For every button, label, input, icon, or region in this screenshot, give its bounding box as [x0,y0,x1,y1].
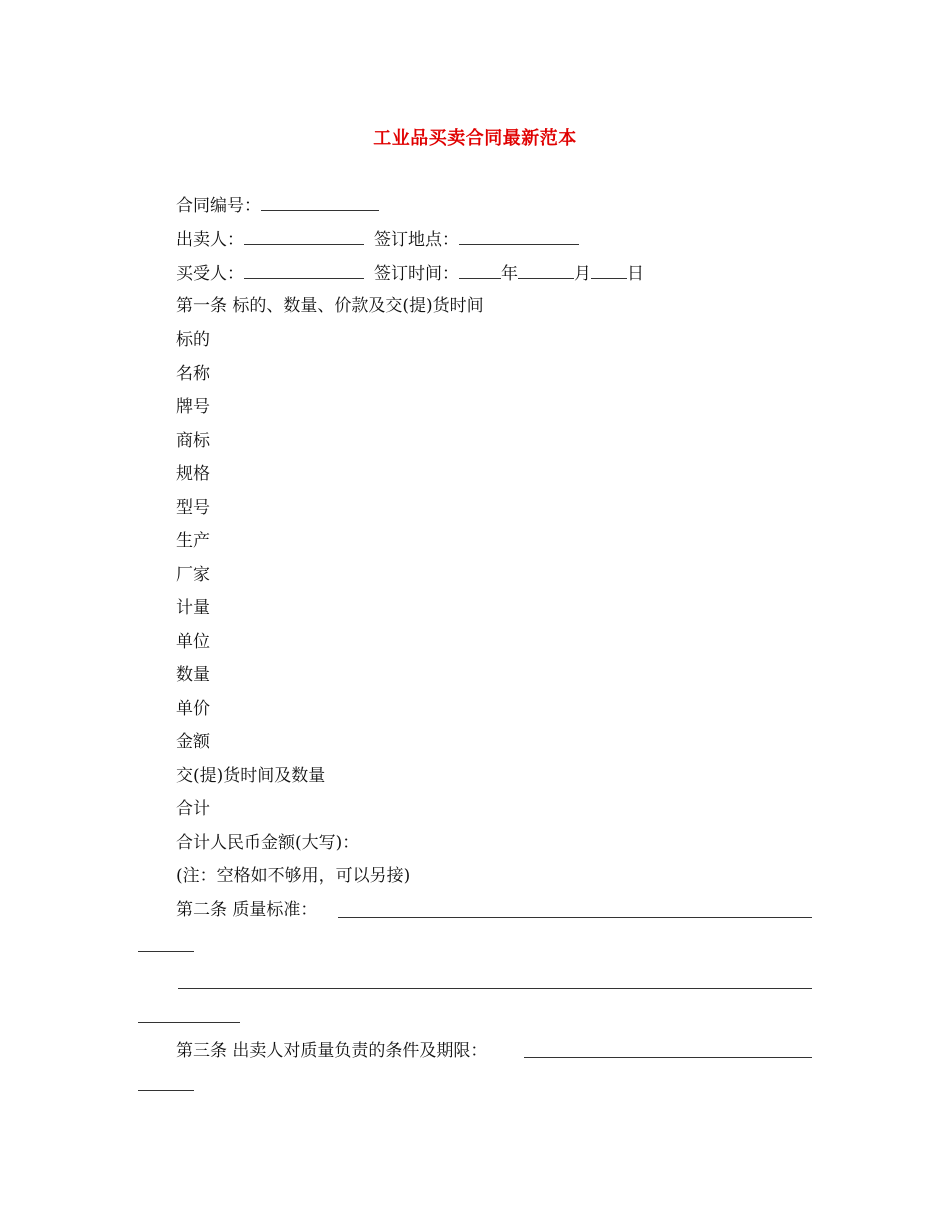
field-label: 数量 [176,665,210,685]
month-label: 月 [574,264,591,284]
total-rmb-label: 合计人民币金额(大写)： [176,833,360,853]
contract-number-label: 合同编号： [176,196,261,216]
field-label: 生产 [176,531,210,551]
sign-month-field[interactable] [518,262,574,279]
field-label: 商标 [176,431,210,451]
article3-heading: 第三条 出卖人对质量负责的条件及期限： [176,1041,488,1061]
document-title: 工业品买卖合同最新范本 [373,128,577,149]
article2-blank-line[interactable] [138,1022,240,1023]
field-label: 金额 [176,732,210,752]
sign-day-field[interactable] [591,262,627,279]
field-label: 标的 [176,330,210,350]
field-label: 合计 [176,799,210,819]
day-label: 日 [627,264,644,284]
contract-number-line [176,194,379,217]
field-label: 型号 [176,498,210,518]
year-label: 年 [501,264,518,284]
field-label: 计量 [176,598,210,618]
field-label: 交(提)货时间及数量 [176,766,326,786]
article2-blank-line[interactable] [138,951,194,952]
field-label: 名称 [176,364,210,384]
buyer-field[interactable] [244,262,364,279]
note-text: (注：空格如不够用，可以另接) [176,866,411,886]
sign-time-label: 签订时间： [374,264,459,284]
sign-place-label: 签订地点： [374,230,459,250]
field-label: 单价 [176,699,210,719]
field-label: 规格 [176,464,210,484]
sign-place-field[interactable] [459,228,579,245]
seller-field[interactable] [244,228,364,245]
article3-blank-line[interactable] [138,1090,194,1091]
article2-blank-line[interactable] [178,988,812,989]
article1-heading: 第一条 标的、数量、价款及交(提)货时间 [176,296,484,316]
contract-number-field[interactable] [261,194,379,211]
buyer-label: 买受人： [176,264,244,284]
buyer-line [176,262,644,285]
field-label: 厂家 [176,565,210,585]
seller-line [176,228,579,251]
field-label: 单位 [176,632,210,652]
sign-year-field[interactable] [459,262,501,279]
article3-blank-line[interactable] [524,1057,812,1058]
article2-heading: 第二条 质量标准： [176,900,318,920]
field-label: 牌号 [176,397,210,417]
article2-blank-line[interactable] [338,917,812,918]
seller-label: 出卖人： [176,230,244,250]
